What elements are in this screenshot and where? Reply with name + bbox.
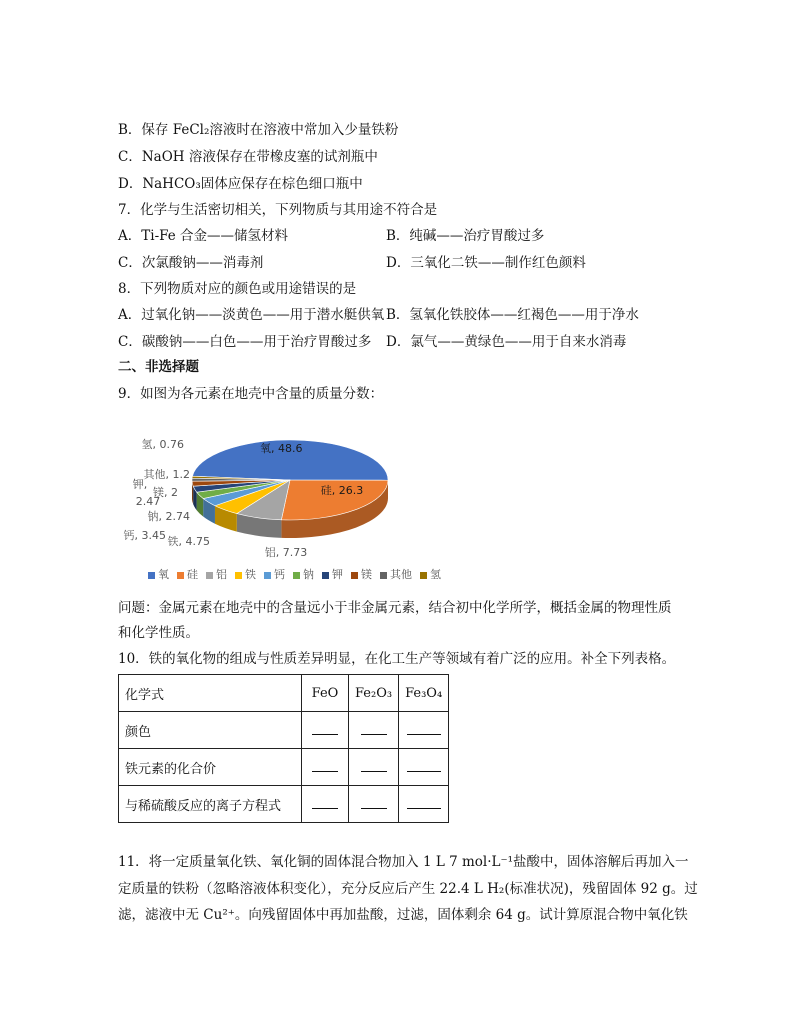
q9-question-line2: 和化学性质。 [118, 625, 199, 641]
answer-blank[interactable] [312, 759, 338, 772]
table-row-label: 与稀硫酸反应的离子方程式 [119, 786, 302, 823]
legend-label: 镁 [361, 568, 372, 581]
q10-stem: 10．铁的氧化物的组成与性质差异明显，在化工生产等领域有着广泛的应用。补全下列表格。 [118, 651, 676, 667]
table-header-cell: Fe₃O₄ [399, 675, 449, 712]
q11-line3: 滤，滤液中无 Cu²⁺。向残留固体中再加盐酸，过滤，固体剩余 64 g。试计算原混合物中氧化铁 [118, 907, 688, 923]
pie-data-label: 铁, 4.75 [167, 535, 210, 548]
legend-item [380, 566, 412, 582]
legend-item [148, 566, 169, 582]
legend-label: 钙 [274, 568, 285, 581]
legend-swatch [420, 572, 427, 579]
pie-data-label: 氢, 0.76 [141, 438, 184, 451]
table-row-label: 颜色 [119, 712, 302, 749]
q7-stem: 7．化学与生活密切相关，下列物质与其用途不符合是 [118, 202, 438, 218]
q8-option-a: A．过氧化钠——淡黄色——用于潜水艇供氧 [118, 307, 385, 323]
legend-swatch [264, 572, 271, 579]
legend-item [177, 566, 198, 582]
table-row [119, 786, 449, 823]
table-row [119, 712, 449, 749]
table-header-cell: Fe₂O₃ [349, 675, 399, 712]
legend-item [235, 566, 256, 582]
section-heading: 二、非选择题 [118, 359, 199, 375]
legend-item [420, 566, 441, 582]
table-header-cell: 化学式 [119, 675, 302, 712]
legend-item [264, 566, 285, 582]
legend-label: 硅 [187, 568, 198, 581]
q7-option-a: A．Ti-Fe 合金——储氢材料 [118, 228, 289, 244]
table-header-cell: FeO [302, 675, 349, 712]
legend-label: 铝 [216, 568, 227, 581]
legend-item [322, 566, 343, 582]
legend-item [351, 566, 372, 582]
table-row [119, 749, 449, 786]
legend-swatch [206, 572, 213, 579]
q6-option-d: D．NaHCO₃固体应保存在棕色细口瓶中 [118, 176, 363, 192]
legend-label: 钾 [332, 568, 343, 581]
q8-option-b: B．氢氧化铁胶体——红褐色——用于净水 [386, 307, 639, 323]
table-row-label: 铁元素的化合价 [119, 749, 302, 786]
pie-data-label: 铝, 7.73 [264, 546, 308, 559]
q6-option-b: B．保存 FeCl₂溶液时在溶液中常加入少量铁粉 [118, 122, 399, 138]
legend-label: 氢 [430, 568, 441, 581]
q9-question-line1: 问题：金属元素在地壳中的含量远小于非金属元素，结合初中化学所学，概括金属的物理性质 [118, 600, 672, 616]
answer-blank[interactable] [312, 796, 338, 809]
pie-data-label: 氧, 48.6 [260, 442, 303, 455]
legend-swatch [235, 572, 242, 579]
q11-line2: 定质量的铁粉（忽略溶液体积变化），充分反应后产生 22.4 L H₂(标准状况)，残留固体 92 g。过 [118, 881, 698, 897]
iron-oxide-table [118, 674, 449, 823]
answer-blank[interactable] [407, 759, 441, 772]
legend-label: 钠 [303, 568, 314, 581]
pie-data-label: 钾, [132, 478, 148, 491]
legend-label: 氧 [158, 568, 169, 581]
table-row [119, 675, 449, 712]
q8-stem: 8．下列物质对应的颜色或用途错误的是 [118, 281, 357, 297]
legend-swatch [380, 572, 387, 579]
q8-option-c: C．碳酸钠——白色——用于治疗胃酸过多 [118, 334, 372, 350]
answer-blank[interactable] [407, 796, 441, 809]
pie-chart [118, 428, 448, 588]
answer-blank[interactable] [312, 722, 338, 735]
answer-blank[interactable] [407, 722, 441, 735]
q6-option-c: C．NaOH 溶液保存在带橡皮塞的试剂瓶中 [118, 149, 378, 165]
q11-line1: 11．将一定质量氧化铁、氧化铜的固体混合物加入 1 L 7 mol·L⁻¹盐酸中，固体溶解后再加入一 [118, 854, 689, 870]
answer-blank[interactable] [361, 796, 387, 809]
answer-blank[interactable] [361, 722, 387, 735]
pie-data-label: 其他, 1.2 [143, 468, 190, 481]
legend-swatch [322, 572, 329, 579]
q8-option-d: D．氯气——黄绿色——用于自来水消毒 [386, 334, 627, 350]
legend-swatch [148, 572, 155, 579]
answer-blank[interactable] [361, 759, 387, 772]
legend-label: 其他 [390, 568, 412, 581]
pie-data-label: 钙, 3.45 [123, 529, 166, 542]
legend-swatch [351, 572, 358, 579]
q7-option-b: B．纯碱——治疗胃酸过多 [386, 228, 545, 244]
legend-item [293, 566, 314, 582]
legend-item [206, 566, 227, 582]
pie-data-label: 2.47 [135, 495, 161, 508]
legend-swatch [293, 572, 300, 579]
q7-option-c: C．次氯酸钠——消毒剂 [118, 255, 264, 271]
q9-stem: 9．如图为各元素在地壳中含量的质量分数： [118, 386, 384, 402]
pie-data-label: 镁, 2 [153, 486, 178, 499]
pie-data-label: 硅, 26.3 [320, 484, 364, 497]
chart-legend [148, 566, 449, 582]
legend-label: 铁 [245, 568, 256, 581]
pie-data-label: 钠, 2.74 [147, 510, 190, 523]
q7-option-d: D．三氧化二铁——制作红色颜料 [386, 255, 586, 271]
legend-swatch [177, 572, 184, 579]
